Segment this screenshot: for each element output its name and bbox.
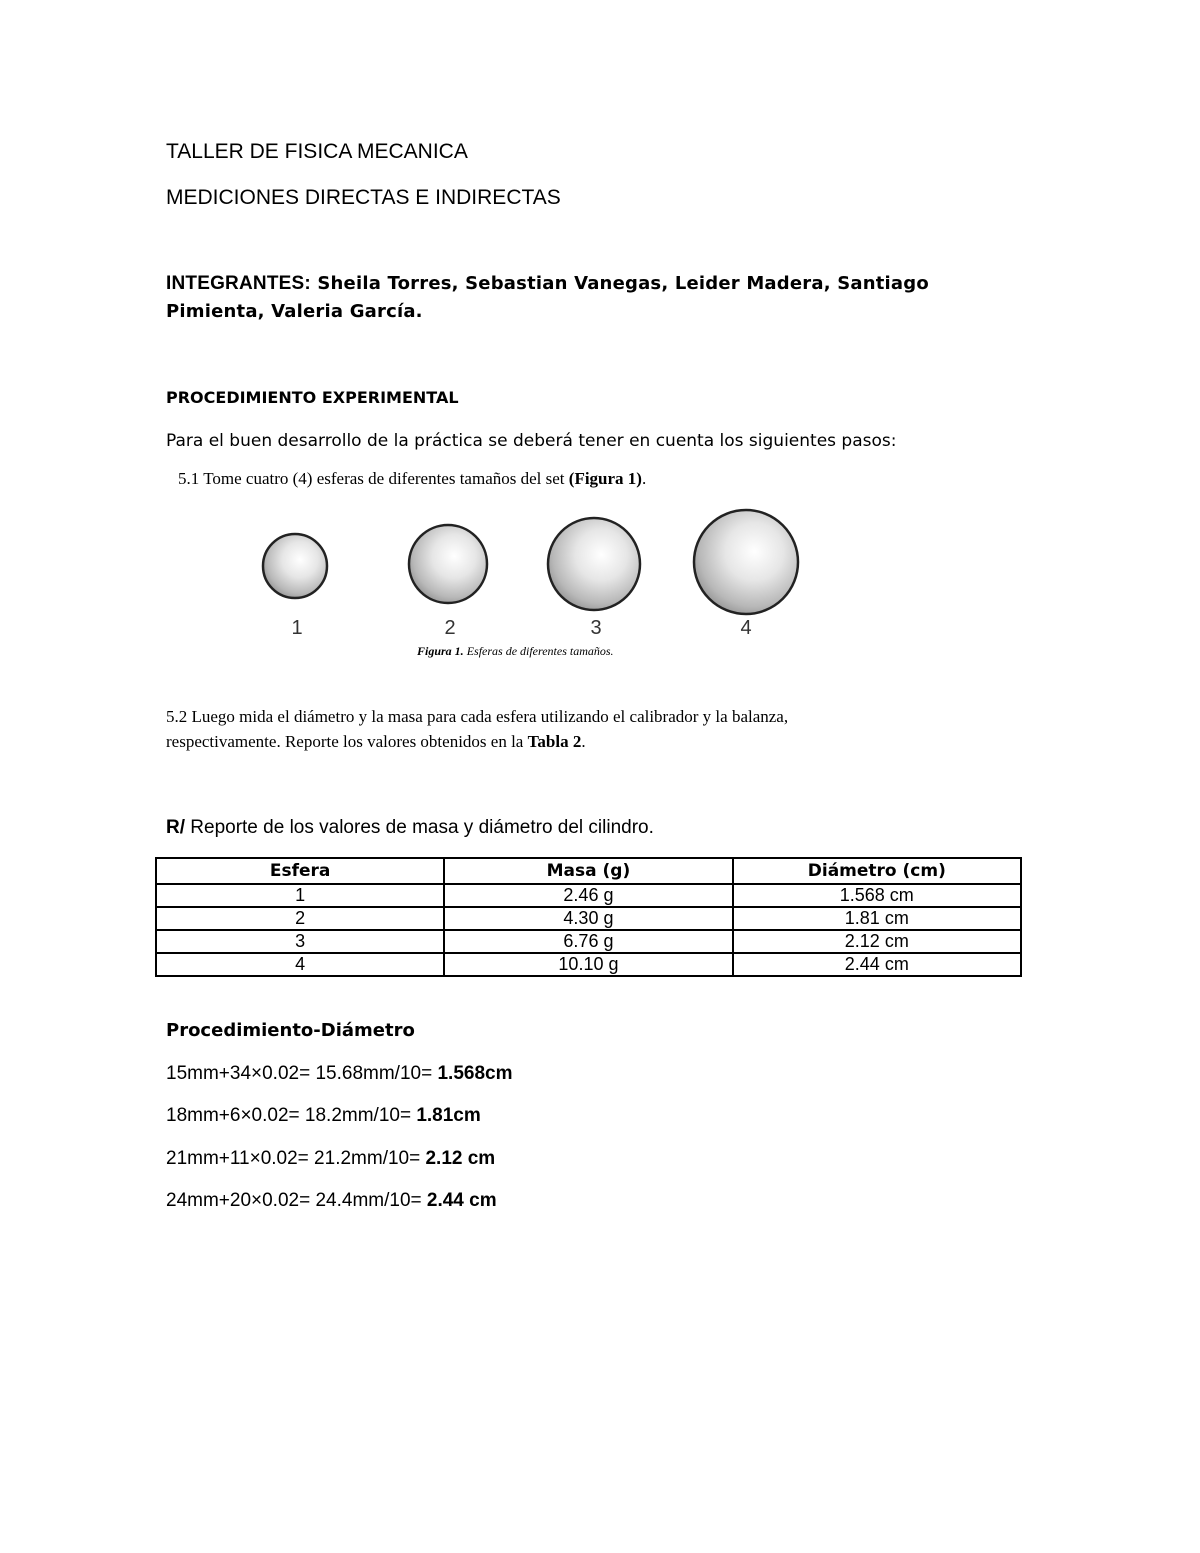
cell-masa: 4.30 g bbox=[444, 907, 732, 930]
sphere-label-4: 4 bbox=[740, 617, 752, 639]
calc-expr: 18mm+6×0.02= 18.2mm/10= bbox=[166, 1105, 417, 1126]
header-diametro: Diámetro (cm) bbox=[733, 858, 1021, 884]
answer-text: Reporte de los valores de masa y diámetro del cilindro. bbox=[185, 817, 654, 838]
step-2-text: respectivamente. Reporte los valores obtenidos en la bbox=[166, 732, 528, 751]
cell-diametro: 2.12 cm bbox=[733, 930, 1021, 953]
figure-caption-text: Esferas de diferentes tamaños. bbox=[463, 644, 614, 658]
sphere-2 bbox=[409, 525, 487, 603]
calc-expr: 21mm+11×0.02= 21.2mm/10= bbox=[166, 1148, 426, 1169]
calc-line-1 bbox=[166, 1063, 512, 1085]
cell-esfera: 3 bbox=[156, 930, 444, 953]
cell-masa: 2.46 g bbox=[444, 884, 732, 907]
calc-expr: 24mm+20×0.02= 24.4mm/10= bbox=[166, 1190, 427, 1211]
step-1-text: 5.1 Tome cuatro (4) esferas de diferentes tamaños del set bbox=[178, 469, 569, 488]
step-1 bbox=[178, 469, 646, 489]
document-subtitle: MEDICIONES DIRECTAS E INDIRECTAS bbox=[166, 186, 561, 209]
header-masa: Masa (g) bbox=[444, 858, 732, 884]
cell-esfera: 1 bbox=[156, 884, 444, 907]
sphere-3 bbox=[548, 518, 640, 610]
calc-result: 2.12 cm bbox=[425, 1148, 496, 1169]
step-2-line-2 bbox=[166, 732, 586, 752]
step-2-line-1: 5.2 Luego mida el diámetro y la masa para cada esfera utilizando el calibrador y la balanza, bbox=[166, 707, 789, 726]
diameter-procedure-heading: Procedimiento-Diámetro bbox=[166, 1020, 415, 1041]
procedure-heading: PROCEDIMIENTO EXPERIMENTAL bbox=[166, 388, 459, 407]
step-1-figure-ref: (Figura 1) bbox=[568, 469, 642, 488]
document-title: TALLER DE FISICA MECANICA bbox=[166, 140, 468, 163]
table-row bbox=[156, 884, 1021, 907]
table-header-row bbox=[156, 858, 1021, 884]
sphere-1 bbox=[263, 534, 327, 598]
members-names: Sheila Torres, Sebastian Vanegas, Leider Madera, Santiago Pimienta, Valeria García. bbox=[166, 273, 929, 322]
cell-masa: 6.76 g bbox=[444, 930, 732, 953]
sphere-4 bbox=[694, 510, 798, 614]
calc-line-3 bbox=[166, 1148, 495, 1170]
table-row bbox=[156, 907, 1021, 930]
calc-line-4 bbox=[166, 1190, 497, 1212]
spheres-figure bbox=[250, 505, 810, 630]
figure-caption-label: Figura 1. bbox=[417, 644, 464, 658]
figure-caption bbox=[417, 644, 614, 659]
members-paragraph bbox=[166, 270, 966, 326]
cell-diametro: 2.44 cm bbox=[733, 953, 1021, 976]
procedure-intro: Para el buen desarrollo de la práctica se deberá tener en cuenta los siguientes pasos: bbox=[166, 431, 897, 451]
calc-expr: 15mm+34×0.02= 15.68mm/10= bbox=[166, 1063, 438, 1084]
calc-result: 1.568cm bbox=[437, 1063, 513, 1084]
step-2-end: . bbox=[581, 732, 586, 751]
table-row bbox=[156, 953, 1021, 976]
step-2-table-ref: Tabla 2 bbox=[527, 732, 582, 751]
answer-line bbox=[166, 817, 654, 839]
measurements-table bbox=[155, 857, 1022, 977]
step-1-end: . bbox=[641, 469, 647, 488]
header-esfera: Esfera bbox=[156, 858, 444, 884]
members-label: INTEGRANTES: bbox=[166, 273, 311, 294]
sphere-label-1: 1 bbox=[291, 617, 303, 639]
cell-esfera: 4 bbox=[156, 953, 444, 976]
sphere-label-2: 2 bbox=[444, 617, 456, 639]
table-row bbox=[156, 930, 1021, 953]
calc-result: 2.44 cm bbox=[426, 1190, 497, 1211]
cell-masa: 10.10 g bbox=[444, 953, 732, 976]
cell-diametro: 1.81 cm bbox=[733, 907, 1021, 930]
calc-line-2 bbox=[166, 1105, 481, 1127]
answer-prefix: R/ bbox=[166, 817, 185, 838]
sphere-label-3: 3 bbox=[590, 617, 602, 639]
cell-esfera: 2 bbox=[156, 907, 444, 930]
cell-diametro: 1.568 cm bbox=[733, 884, 1021, 907]
calc-result: 1.81cm bbox=[416, 1105, 481, 1126]
